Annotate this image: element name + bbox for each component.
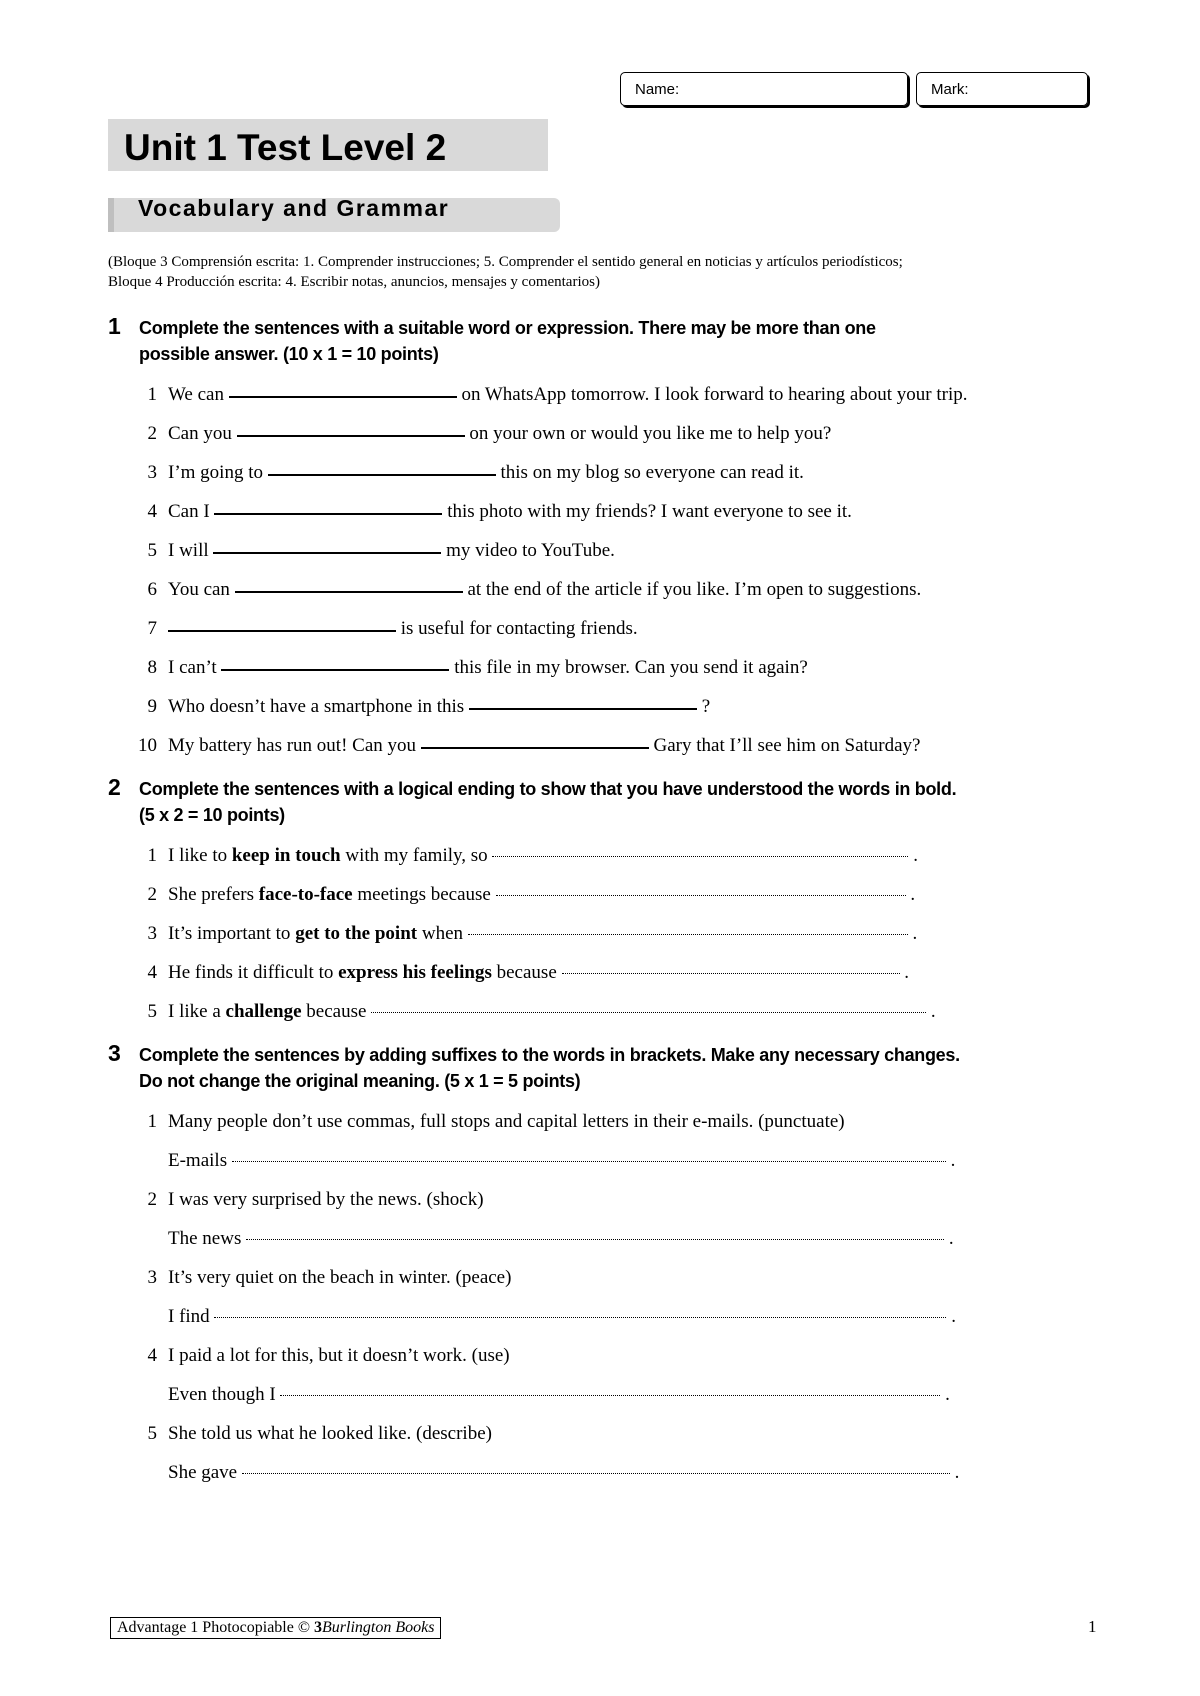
exercise-2-number: 2 (108, 774, 121, 800)
ex1-item: 8 I can’t this file in my browser. Can you send it again? (147, 657, 808, 678)
ex3-rewrite: The news . (168, 1228, 954, 1249)
answer-blank[interactable] (268, 473, 496, 476)
answer-line[interactable] (242, 1473, 950, 1474)
answer-line[interactable] (280, 1395, 940, 1396)
answer-line[interactable] (371, 1012, 926, 1013)
answer-blank[interactable] (214, 512, 442, 515)
answer-blank[interactable] (421, 746, 649, 749)
answer-blank[interactable] (213, 551, 441, 554)
burlington-logo-icon: 3 (314, 1619, 322, 1636)
answer-blank[interactable] (229, 395, 457, 398)
ex3-item: 5 She told us what he looked like. (describe) (147, 1423, 492, 1444)
ex2-item: 2 She prefers face-to-face meetings because . (147, 884, 916, 905)
ex1-item: 1 We can on WhatsApp tomorrow. I look forward to hearing about your trip. (147, 384, 968, 405)
ex3-item: 2 I was very surprised by the news. (shock) (147, 1189, 484, 1210)
ex1-item: 2 Can you on your own or would you like me to help you? (147, 423, 832, 444)
page-number: 1 (1088, 1617, 1097, 1636)
ex2-item: 1 I like to keep in touch with my family, so . (147, 845, 918, 866)
ex3-item: 3 It’s very quiet on the beach in winter. (peace) (147, 1267, 512, 1288)
answer-line[interactable] (246, 1239, 944, 1240)
exercise-3-instruction: Complete the sentences by adding suffixes to the words in brackets. Make any necessary changes. Do not change the original meaning. (5 x 1 = 5 points) (139, 1045, 960, 1091)
name-field[interactable] (620, 72, 908, 106)
ex1-item: 5 I will my video to YouTube. (147, 540, 615, 561)
exercise-1-number: 1 (108, 313, 121, 339)
ex1-item: 9 Who doesn’t have a smartphone in this ? (147, 696, 711, 717)
section-heading: Vocabulary and Grammar (108, 198, 560, 232)
ex3-item: 4 I paid a lot for this, but it doesn’t work. (use) (147, 1345, 510, 1366)
ex2-item: 5 I like a challenge because . (147, 1001, 936, 1022)
answer-line[interactable] (232, 1161, 946, 1162)
page-title: Unit 1 Test Level 2 (108, 119, 548, 171)
exercise-2-instruction: Complete the sentences with a logical ending to show that you have understood the words in bold. (5 x 2 = 10 points) (139, 779, 957, 825)
ex1-item: 10 My battery has run out! Can you Gary that I’ll see him on Saturday? (138, 735, 921, 756)
curriculum-note: (Bloque 3 Comprensión escrita: 1. Comprender instrucciones; 5. Comprender el sentido general en noticias y artículos periodísticos; Bloque 4 Producción escrita: 4. Escribir notas, anuncios, mensajes y comentarios) (108, 254, 903, 290)
exercise-1-instruction: Complete the sentences with a suitable word or expression. There may be more than one possible answer. (10 x 1 = 10 points) (139, 318, 876, 364)
answer-line[interactable] (496, 895, 906, 896)
ex3-item: 1 Many people don’t use commas, full stops and capital letters in their e-mails. (punctuate) (147, 1111, 845, 1132)
ex1-item: 4 Can I this photo with my friends? I want everyone to see it. (147, 501, 852, 522)
answer-blank[interactable] (235, 590, 463, 593)
ex3-rewrite: I find . (168, 1306, 956, 1327)
answer-blank[interactable] (168, 629, 396, 632)
answer-line[interactable] (468, 934, 908, 935)
ex3-rewrite: Even though I . (168, 1384, 950, 1405)
answer-line[interactable] (492, 856, 908, 857)
ex1-item: 3 I’m going to this on my blog so everyone can read it. (147, 462, 804, 483)
answer-blank[interactable] (237, 434, 465, 437)
answer-blank[interactable] (221, 668, 449, 671)
answer-blank[interactable] (469, 707, 697, 710)
answer-line[interactable] (214, 1317, 946, 1318)
ex3-rewrite: She gave . (168, 1462, 960, 1483)
mark-field[interactable] (916, 72, 1088, 106)
answer-line[interactable] (562, 973, 900, 974)
ex3-rewrite: E-mails . (168, 1150, 956, 1171)
ex2-item: 4 He finds it difficult to express his feelings because . (147, 962, 910, 983)
footer-credit: Advantage 1 Photocopiable © 3Burlington Books (110, 1617, 441, 1639)
name-label: Name: (635, 81, 680, 98)
exercise-3-number: 3 (108, 1040, 121, 1066)
ex2-item: 3 It’s important to get to the point when . (147, 923, 918, 944)
ex1-item: 7 is useful for contacting friends. (147, 618, 638, 639)
mark-label: Mark: (931, 81, 969, 98)
ex1-item: 6 You can at the end of the article if you like. I’m open to suggestions. (147, 579, 922, 600)
